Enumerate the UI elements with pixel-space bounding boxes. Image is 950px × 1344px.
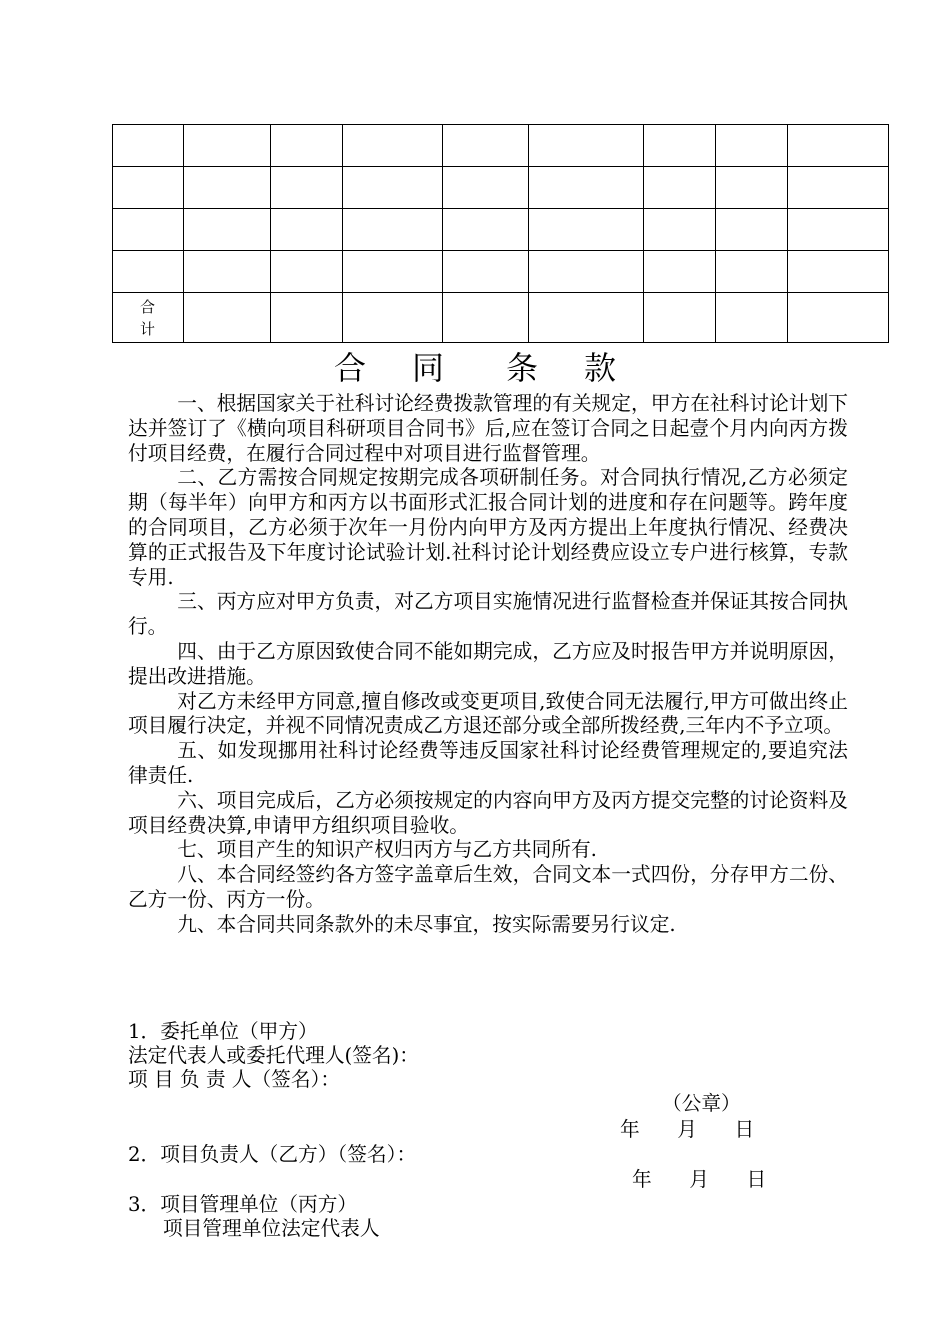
section-title (0, 346, 950, 390)
party-a-label: 1．委托单位（甲方） (128, 1020, 318, 1043)
date-line: 年 月 日 (620, 1118, 755, 1141)
total-label-cell (113, 293, 184, 343)
clause-paragraph: 二、乙方需按合同规定按期完成各项研制任务。对合同执行情况,乙方必须定期（每半年）向甲方和丙方以书面形式汇报合同计划的进度和存在问题等。跨年度的合同项目，乙方必须于次年一月份内向甲方及丙方提出上年度执行情况、经费决算的正式报告及下年度讨论试验计划.社科讨论计划经费应设立专户进行核算，专款专用. (128, 466, 848, 589)
total-label-char-2: 计 (139, 319, 156, 338)
clause-paragraph: 四、由于乙方原因致使合同不能如期完成，乙方应及时报告甲方并说明原因，提出改进措施。 (128, 639, 848, 688)
party-c-label: 3．项目管理单位（丙方） (128, 1193, 358, 1216)
table-row (113, 125, 889, 167)
party-c-rep-line: 项目管理单位法定代表人 (163, 1217, 380, 1240)
clause-paragraph: 五、如发现挪用社科讨论经费等违反国家社科讨论经费管理规定的,要追究法律责任. (128, 739, 848, 787)
title-char: 款 (584, 349, 617, 387)
table-row (113, 167, 889, 209)
clause-paragraph: 对乙方未经甲方同意,擅自修改或变更项目,致使合同无法履行,甲方可做出终止项目履行决定，并视不同情况责成乙方退还部分或全部所拨经费,三年内不予立项。 (128, 689, 848, 738)
party-b-label: 2．项目负责人（乙方）（签名）： (128, 1143, 417, 1166)
budget-table (112, 124, 889, 343)
clause-paragraph: 八、本合同经签约各方签字盖章后生效，合同文本一式四份，分存甲方二份、乙方一份、丙方一份。 (128, 863, 848, 911)
project-leader-line: 项 目 负 责 人（签名）： (128, 1068, 341, 1091)
clause-paragraph: 六、项目完成后，乙方必须按规定的内容向甲方及丙方提交完整的讨论资料及项目经费决算,申请甲方组织项目验收。 (128, 788, 848, 837)
table-row (113, 251, 889, 293)
clause-paragraph: 七、项目产生的知识产权归丙方与乙方共同所有. (177, 838, 597, 862)
clause-paragraph: 三、丙方应对甲方负责，对乙方项目实施情况进行监督检查并保证其按合同执行。 (128, 590, 848, 639)
date-line: 年 月 日 (632, 1168, 767, 1191)
legal-rep-line: 法定代表人或委托代理人(签名)： (128, 1044, 419, 1067)
total-label-char-1: 合 (139, 297, 156, 316)
clause-paragraph: 九、本合同共同条款外的未尽事宜，按实际需要另行议定. (177, 912, 676, 936)
seal-label: （公章） (662, 1092, 741, 1115)
title-char: 合 (333, 349, 366, 387)
contract-clauses (128, 392, 848, 938)
table-total-row (113, 293, 889, 343)
table-row (113, 209, 889, 251)
title-char: 同 (411, 349, 444, 387)
clause-paragraph: 一、根据国家关于社科讨论经费拨款管理的有关规定，甲方在社科讨论计划下达并签订了《横向项目科研项目合同书》后,应在签订合同之日起壹个月内向丙方拨付项目经费，在履行合同过程中对项目进行监督管理。 (128, 392, 848, 465)
title-char: 条 (506, 349, 539, 387)
